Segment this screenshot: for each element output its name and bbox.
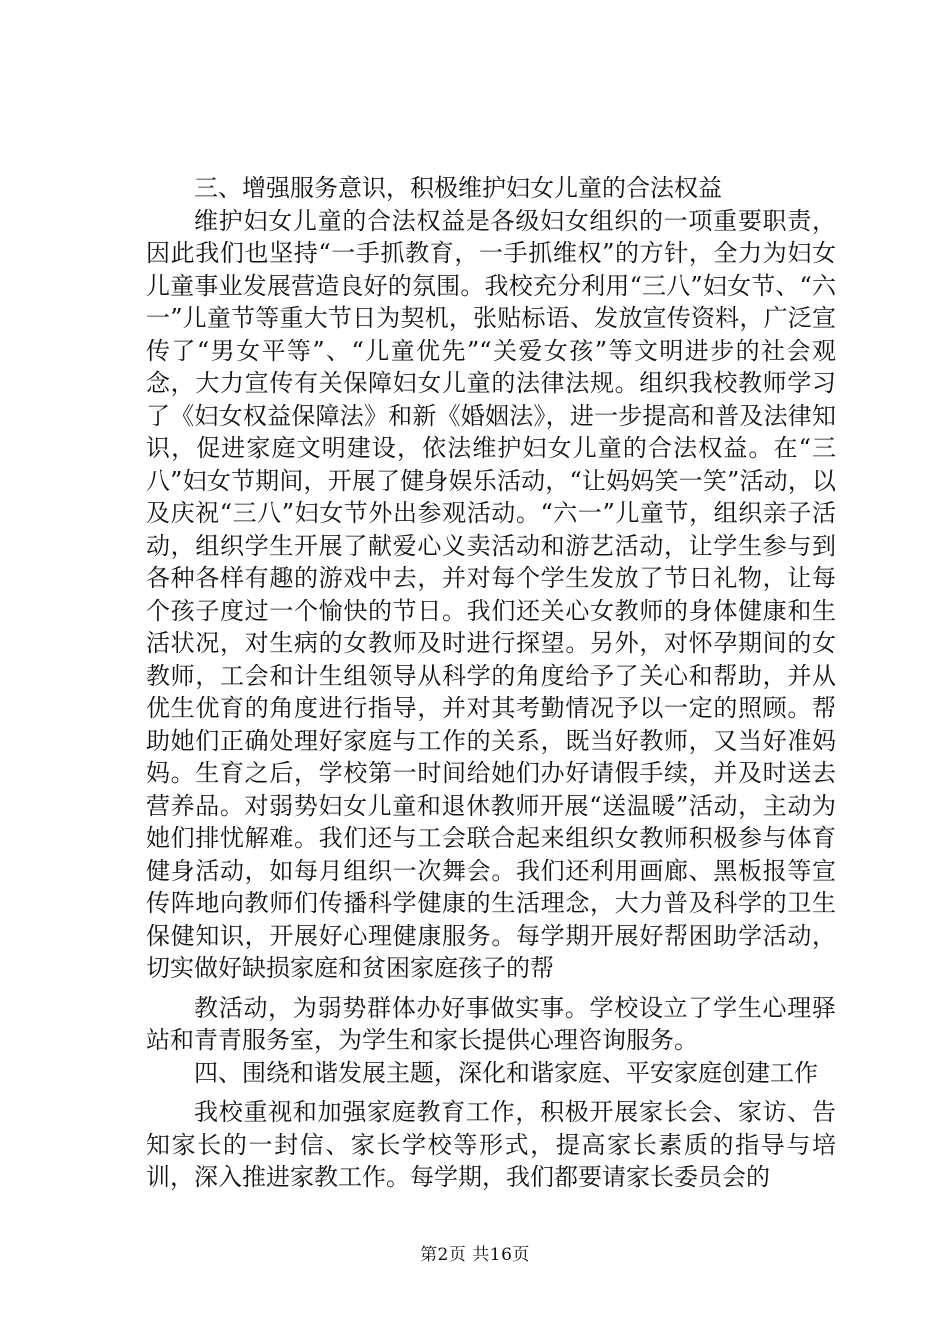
body-paragraph-1: 维护妇女儿童的合法权益是各级妇女组织的一项重要职责，因此我们也坚持“一手抓教育，一手抓维权”的方针，全力为妇女儿童事业发展营造良好的氛围。我校充分利用“三八”妇女节、“六一”儿童节等重大节日为契机，张贴标语、发放宣传资料，广泛宣传了“男女平等”、“儿童优先”“关爱女孩”等文明进步的社会观念，大力宣传有关保障妇女儿童的法律法规。组织我校教师学习了《妇女权益保障法》和新《婚姻法》，进一步提高和普及法律知识，促进家庭文明建设，依法维护妇女儿童的合法权益。在“三八”妇女节期间，开展了健身娱乐活动，“让妈妈笑一笑”活动，以及庆祝“三八”妇女节外出参观活动。“六一”儿童节，组织亲子活动，组织学生开展了献爱心义卖活动和游艺活动，让学生参与到各种各样有趣的游戏中去，并对每个学生发放了节日礼物，让每个孩子度过一个愉快的节日。我们还关心女教师的身体健康和生活状况，对生病的女教师及时进行探望。另外，对怀孕期间的女教师，工会和计生组领导从科学的角度给予了关心和帮助，并从优生优育的角度进行指导，并对其考勤情况予以一定的照顾。帮助她们正确处理好家庭与工作的关系，既当好教师，又当好准妈妈。生育之后，学校第一时间给她们办好请假手续，并及时送去营养品。对弱势妇女儿童和退休教师开展“送温暖”活动，主动为她们排忧解难。我们还与工会联合起来组织女教师积极参与体育健身活动，如每月组织一次舞会。我们还利用画廊、黑板报等宣传阵地向教师们传播科学健康的生活理念，大力普及科学的卫生保健知识，开展好心理健康服务。每学期开展好帮困助学活动，切实做好缺损家庭和贫困家庭孩子的帮 bbox=[146, 206, 836, 982]
body-paragraph-3: 我校重视和加强家庭教育工作，积极开展家长会、家访、告知家长的一封信、家长学校等形式，提高家长素质的指导与培训，深入推进家教工作。每学期，我们都要请家长委员会的 bbox=[146, 1098, 836, 1191]
section-heading-3: 三、增强服务意识，积极维护妇女儿童的合法权益 bbox=[194, 174, 722, 202]
section-heading-4: 四、围绕和谐发展主题，深化和谐家庭、平安家庭创建工作 bbox=[194, 1058, 818, 1087]
page-number-footer: 第2页 共16页 bbox=[420, 1245, 530, 1265]
document-body bbox=[146, 172, 836, 1194]
body-paragraph-2: 教活动，为弱势群体办好事做实事。学校设立了学生心理驿站和青青服务室，为学生和家长提供心理咨询服务。 bbox=[146, 993, 836, 1054]
